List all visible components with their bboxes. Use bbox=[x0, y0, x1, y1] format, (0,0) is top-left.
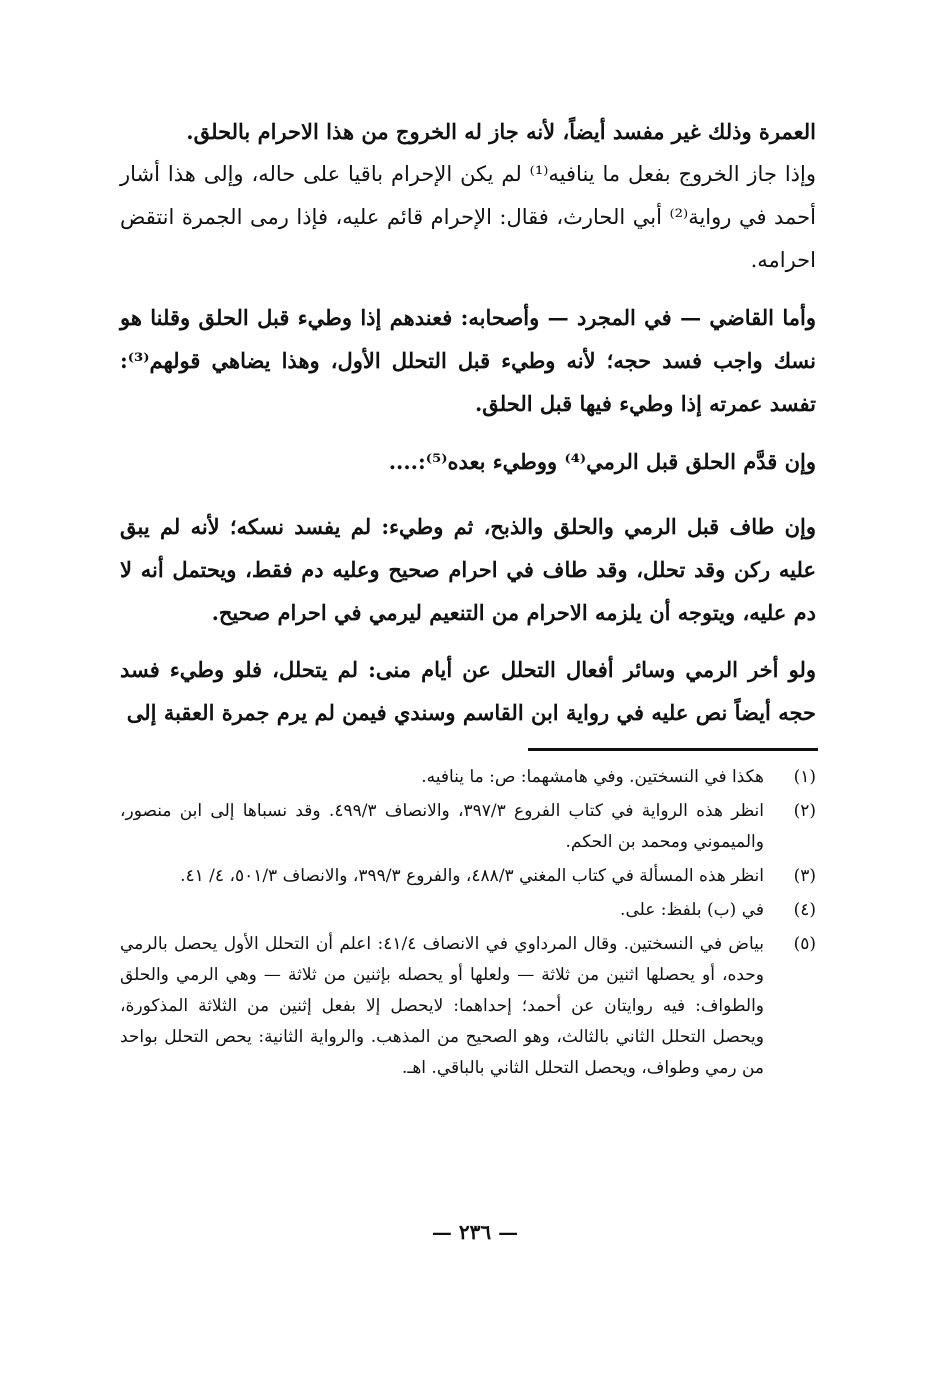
footnote-1 bbox=[120, 762, 816, 793]
paragraph-6: ولو أخر الرمي وسائر أفعال التحلل عن أيام منى: لم يتحلل، فلو وطيء فسد حجه أيضاً نص عليه في رواية ابن القاسم وسندي فيمن لم يرم جمرة العقبة إلى bbox=[120, 657, 816, 725]
footnote-number: (٥) bbox=[793, 934, 816, 954]
footnote-3 bbox=[120, 861, 816, 892]
footnote-text: انظر هذه المسألة في كتاب المغني ٤٨٨/٣، والفروع ٣٩٩/٣، والانصاف ٥٠١/٣، ٤/ ٤١. bbox=[180, 866, 764, 886]
footnote-number: (٣) bbox=[793, 866, 816, 886]
footnote-text: في (ب) بلفظ: على. bbox=[620, 900, 764, 920]
paragraph-4: وإن قدَّم الحلق قبل الرمي⁽⁴⁾ ووطيء بعده⁽⁵⁾:.... bbox=[388, 449, 816, 474]
footnote-2 bbox=[120, 796, 816, 858]
paragraph-3: وأما القاضي — في المجرد — وأصحابه: فعندهم إذا وطيء قبل الحلق وقلنا هو نسك واجب فسد حجه؛ لأنه وطيء قبل التحلل الأول، وهذا يضاهي قولهم⁽³⁾: تفسد عمرته إذا وطيء فيها قبل الحلق. bbox=[120, 305, 816, 416]
paragraph-2: وإذا جاز الخروج بفعل ما ينافيه⁽¹⁾ لم يكن الإحرام باقيا على حاله، وإلى هذا أشار أحمد في رواية⁽²⁾ أبي الحارث، فقال: الإحرام قائم عليه، فإذا رمى الجمرة انتقض احرامه. bbox=[120, 162, 817, 272]
footnote-5 bbox=[120, 929, 816, 1084]
footnote-text: بياض في النسختين. وقال المرداوي في الانصاف ٤١/٤: اعلم أن التحلل الأول يحصل بالرمي وحده، أو يحصلها اثنين من ثلاثة — ولعلها أو يحصله بإثنين من ثلاثة — وهي الرمي والحلق والطواف: فيه روايتان عن أحمد؛ إحداهما: لايحصل إلا بفعل إثنين من الثلاثة المذكورة، ويحصل التحلل الثاني بالثالث، وهو الصحيح من المذهب. والرواية الثانية: يحص التحلل بواحد من رمي وطواف، ويحصل التحلل الثاني بالباقي. اهـ. bbox=[120, 934, 764, 1078]
footnote-text: انظر هذه الرواية في كتاب الفروع ٣٩٧/٣، والانصاف ٤٩٩/٣. وقد نسباها إلى ابن منصور، والميموني ومحمد بن الحكم. bbox=[120, 801, 764, 852]
footnote-number: (٤) bbox=[793, 900, 816, 920]
footnote-number: (١) bbox=[793, 767, 816, 787]
page-number: — ٢٣٦ — bbox=[431, 1220, 519, 1244]
footnote-separator bbox=[528, 748, 818, 751]
paragraph-5: وإن طاف قبل الرمي والحلق والذبح، ثم وطيء: لم يفسد نسكه؛ لأنه لم يبق عليه ركن وقد تحلل، وقد طاف في احرام صحيح وعليه دم فقط، ويحتمل أنه لا دم عليه، ويتوجه أن يلزمه الاحرام من التنعيم ليرمي في احرام صحيح. bbox=[120, 514, 816, 625]
footnotes bbox=[120, 762, 816, 1087]
footnote-text: هكذا في النسختين. وفي هامشهما: ص: ما ينافيه. bbox=[421, 767, 764, 787]
footnote-number: (٢) bbox=[793, 801, 816, 821]
footnote-4 bbox=[120, 895, 816, 926]
paragraph-1: العمرة وذلك غير مفسد أيضاً، لأنه جاز له الخروج من هذا الاحرام بالحلق. bbox=[186, 119, 816, 144]
